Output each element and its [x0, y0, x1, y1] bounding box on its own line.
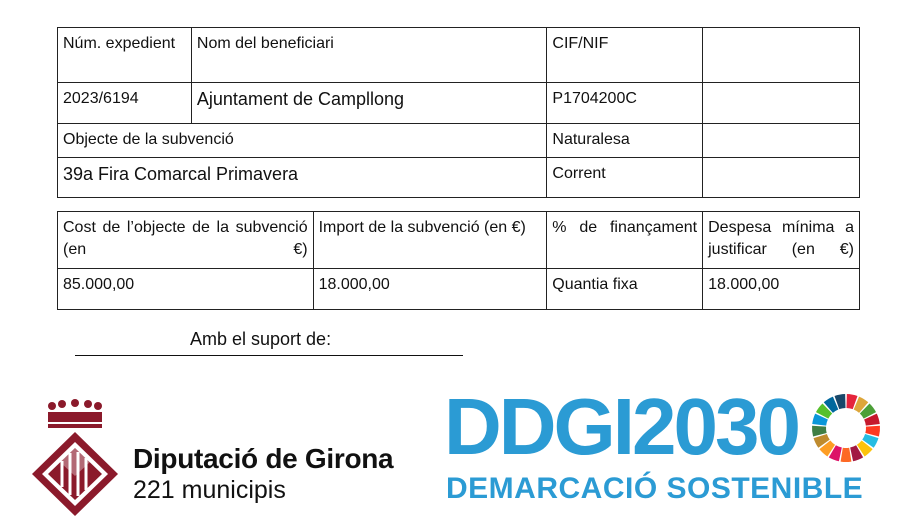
beneficiary-value: Ajuntament de Campllong	[191, 83, 546, 124]
beneficiary-label: Nom del beneficiari	[191, 28, 546, 83]
empty-cell	[703, 158, 860, 198]
financing-pct-value: Quantia fixa	[547, 269, 703, 310]
support-text: Amb el suport de:	[190, 329, 332, 349]
empty-cell	[703, 83, 860, 124]
cif-value: P1704200C	[547, 83, 703, 124]
diputacio-name: Diputació de Girona	[133, 443, 394, 474]
sdg-wheel-icon	[810, 392, 882, 464]
sdg-wheel-segment	[841, 448, 852, 462]
import-label: Import de la subvenció (en €)	[313, 212, 547, 269]
subsidy-amounts-table	[57, 211, 860, 310]
cost-value: 85.000,00	[58, 269, 314, 310]
ddgi2030-logo	[444, 382, 889, 518]
cif-label: CIF/NIF	[547, 28, 703, 83]
cost-label: Cost de l’objecte de la subvenció (en €)	[58, 212, 314, 269]
ddgi-wordmark: DDGI2030	[444, 382, 798, 471]
diputacio-subtitle: 221 municipis	[133, 476, 286, 504]
expedient-label: Núm. expedient	[58, 28, 192, 83]
objecte-label: Objecte de la subvenció	[58, 124, 547, 158]
ddgi-subtitle: DEMARCACIÓ SOSTENIBLE	[446, 472, 864, 505]
min-expense-value: 18.000,00	[703, 269, 860, 310]
financing-pct-label: % de finançament	[547, 212, 703, 269]
min-expense-label: Despesa mínima a justificar (en €)	[703, 212, 860, 269]
diputacio-shield-icon	[30, 398, 120, 516]
naturalesa-value: Corrent	[547, 158, 703, 198]
expedient-value: 2023/6194	[58, 83, 192, 124]
subsidy-info-table	[57, 27, 860, 198]
empty-cell	[703, 28, 860, 83]
divider	[75, 355, 463, 356]
import-value: 18.000,00	[313, 269, 547, 310]
empty-cell	[703, 124, 860, 158]
naturalesa-label: Naturalesa	[547, 124, 703, 158]
objecte-value: 39a Fira Comarcal Primavera	[58, 158, 547, 198]
